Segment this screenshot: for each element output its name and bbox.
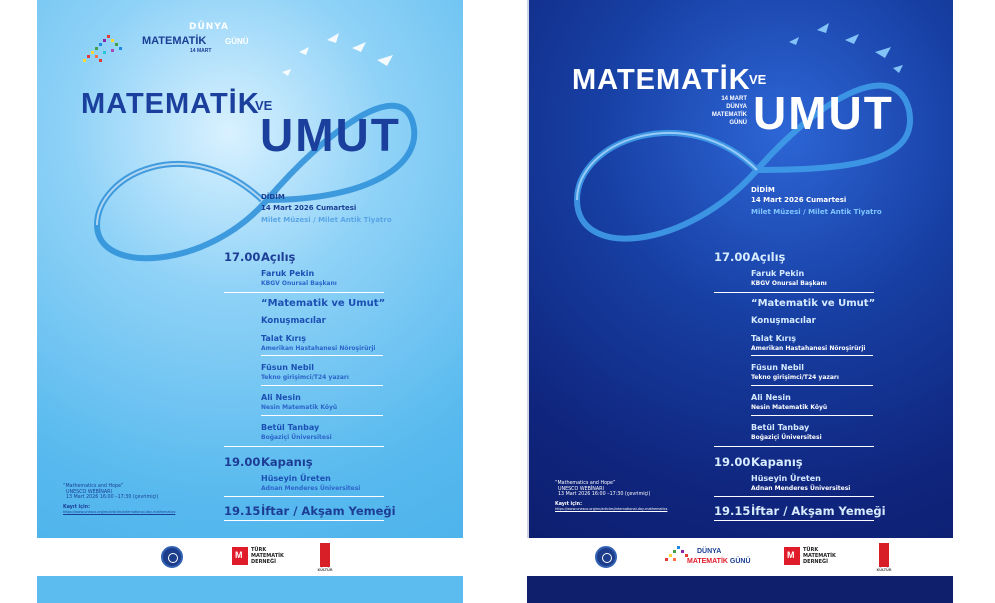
closing-speaker: Hüseyin Üreten [751, 474, 821, 483]
webinar-register-label: Kayıt için: [63, 504, 91, 510]
iftar-time: 19.15 [224, 504, 261, 518]
poster-dark [527, 0, 953, 603]
footer-world-day-text2: MATEMATİK GÜNÜ [687, 558, 751, 565]
event-venue: Milet Müzesi / Milet Antik Tiyatro [261, 216, 392, 224]
speaker-role: Nesin Matematik Köyü [751, 404, 828, 411]
closing-time: 19.00 [224, 455, 261, 469]
speaker-name: Talat Kırış [261, 334, 306, 343]
title-and: VE [749, 72, 767, 87]
speaker-role: Amerikan Hastahanesi Nöroşirürji [261, 345, 376, 352]
tmd-logo-text: TÜRK MATEMATİK DERNEĞİ [803, 547, 836, 565]
speaker-name: Betül Tanbay [261, 423, 320, 432]
opening-label: Açılış [751, 250, 786, 264]
tmd-logo-text: TÜRK MATEMATİK DERNEĞİ [251, 547, 284, 565]
webinar-url[interactable]: https://www.unesco.org/en/articles/international-day-mathematics [63, 510, 176, 515]
divider [261, 415, 383, 416]
divider [751, 355, 873, 356]
speakers-label: Konuşmacılar [261, 316, 326, 326]
speaker-name: Füsun Nebil [751, 363, 805, 372]
opening-speaker-role: KBGV Onursal Başkanı [751, 280, 827, 287]
talk-title: “Matematik ve Umut” [261, 298, 386, 309]
talk-title: “Matematik ve Umut” [751, 298, 876, 309]
world-day-date: 14 MART [190, 48, 212, 54]
speaker-role: Nesin Matematik Köyü [261, 404, 338, 411]
sponsor-footer [527, 538, 953, 576]
kbgv-logo-icon [320, 543, 330, 567]
opening-speaker: Faruk Pekin [261, 269, 315, 278]
divider [714, 520, 874, 521]
closing-label: Kapanış [261, 455, 313, 469]
webinar-subtitle: UNESCO WEBİNARI [66, 489, 112, 495]
closing-label: Kapanış [751, 455, 803, 469]
pixel-logo-icon [77, 25, 137, 75]
divider [224, 520, 384, 521]
event-city: DİDİM [261, 193, 285, 201]
tmd-logo-icon [784, 547, 800, 565]
opening-speaker-role: KBGV Onursal Başkanı [261, 280, 337, 287]
kbgv-logo-text: KÜLTÜR [317, 568, 333, 572]
webinar-block [555, 481, 705, 513]
webinar-url[interactable]: https://www.unesco.org/en/articles/international-day-mathematics [555, 507, 668, 512]
divider [224, 496, 384, 497]
iftar-label: İftar / Akşam Yemeği [261, 504, 396, 518]
title-line1: MATEMATİK [572, 64, 751, 96]
closing-time: 19.00 [714, 455, 751, 469]
poster-light [37, 0, 463, 603]
opening-time: 17.00 [224, 250, 261, 264]
birds-icon [282, 33, 393, 76]
webinar-time: 13 Mart 2026 16:00 –17:30 (çevrimiçi) [558, 492, 651, 498]
speaker-role: Tekno girişimci/T24 yazarı [751, 374, 839, 381]
speakers-label: Konuşmacılar [751, 316, 816, 326]
event-date: 14 Mart 2026 Cumartesi [751, 196, 847, 204]
webinar-subtitle: UNESCO WEBİNARI [558, 486, 604, 492]
university-seal-icon [595, 546, 617, 568]
divider [714, 496, 874, 497]
iftar-label: İftar / Akşam Yemeği [751, 504, 886, 518]
world-day-line1: DÜNYA [189, 22, 229, 32]
speaker-name: Füsun Nebil [261, 363, 315, 372]
title-line1: MATEMATİK [81, 88, 260, 120]
title-line2: UMUT [260, 109, 401, 161]
title-line2: UMUT [753, 87, 894, 139]
webinar-time: 13 Mart 2026 16:00 –17:30 (çevrimiçi) [66, 495, 159, 501]
divider [751, 415, 873, 416]
poster-bottom-band [527, 576, 953, 603]
closing-speaker-role: Adnan Menderes Üniversitesi [751, 485, 851, 492]
webinar-register-label: Kayıt için: [555, 501, 583, 507]
kbgv-logo-text: KÜLTÜR [876, 568, 892, 572]
birds-icon [789, 23, 903, 73]
dark-day-stack: 14 MART DÜNYA MATEMATİK GÜNÜ [711, 96, 747, 126]
webinar-title: “Mathematics and Hope” [555, 481, 616, 486]
speaker-role: Boğaziçi Üniversitesi [751, 434, 822, 441]
opening-time: 17.00 [714, 250, 751, 264]
speaker-role: Tekno girişimci/T24 yazarı [261, 374, 349, 381]
world-day-line2: MATEMATİK [142, 35, 207, 47]
divider [261, 355, 383, 356]
webinar-block [63, 484, 213, 516]
tmd-logo-icon [232, 547, 248, 565]
divider [261, 385, 383, 386]
closing-speaker: Hüseyin Üreten [261, 474, 331, 483]
speaker-role: Boğaziçi Üniversitesi [261, 434, 332, 441]
title-and: VE [255, 98, 273, 113]
speaker-name: Ali Nesin [261, 393, 301, 402]
event-city: DİDİM [751, 186, 775, 194]
divider [224, 292, 384, 293]
speaker-name: Talat Kırış [751, 334, 796, 343]
event-venue: Milet Müzesi / Milet Antik Tiyatro [751, 208, 882, 216]
kbgv-logo-icon [879, 543, 889, 567]
webinar-title: “Mathematics and Hope” [63, 484, 124, 489]
speaker-name: Ali Nesin [751, 393, 791, 402]
divider [714, 292, 874, 293]
world-math-day-logo [189, 24, 229, 31]
divider [751, 385, 873, 386]
world-day-line3: GÜNÜ [225, 37, 249, 46]
university-seal-icon [161, 546, 183, 568]
opening-speaker: Faruk Pekin [751, 269, 805, 278]
iftar-time: 19.15 [714, 504, 751, 518]
speaker-role: Amerikan Hastahanesi Nöroşirürji [751, 345, 866, 352]
footer-world-day-text: DÜNYA [697, 548, 722, 555]
event-date: 14 Mart 2026 Cumartesi [261, 204, 357, 212]
closing-speaker-role: Adnan Menderes Üniversitesi [261, 485, 361, 492]
sponsor-footer [37, 538, 463, 576]
poster-bottom-band [37, 576, 463, 603]
speaker-name: Betül Tanbay [751, 423, 810, 432]
divider [714, 446, 874, 447]
opening-label: Açılış [261, 250, 296, 264]
divider [224, 446, 384, 447]
